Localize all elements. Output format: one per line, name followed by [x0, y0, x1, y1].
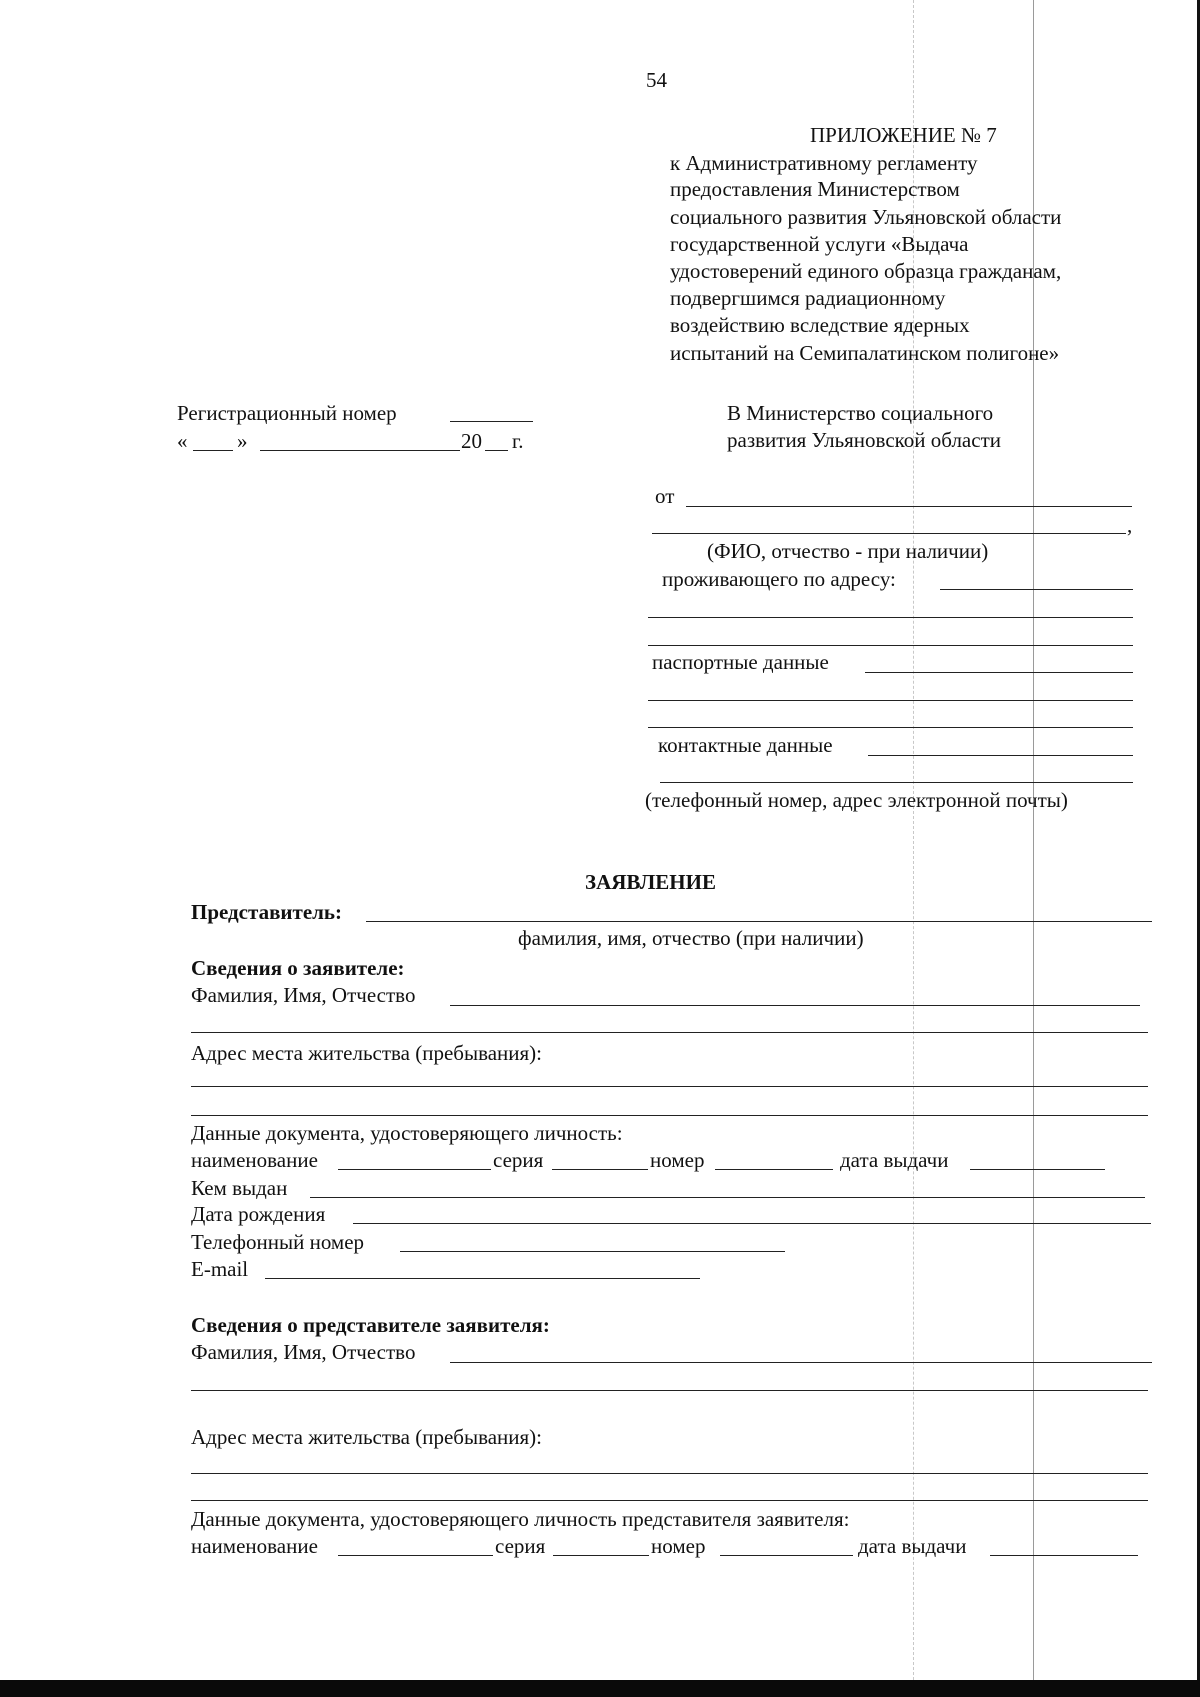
residence-label: Адрес места жительства (пребывания): — [191, 1041, 543, 1065]
contact-label: контактные данные — [658, 733, 833, 757]
appendix-line: подвергшимся радиационному — [670, 286, 946, 310]
fio-label: Фамилия, Имя, Отчество — [191, 983, 416, 1007]
date-open-quote: « — [177, 429, 188, 453]
email-field[interactable] — [265, 1278, 700, 1279]
rep-id-doc-label: Данные документа, удостоверяющего личность представителя заявителя: — [191, 1507, 850, 1531]
rep-residence-label: Адрес места жительства (пребывания): — [191, 1425, 543, 1449]
representative-label: Представитель: — [191, 900, 343, 924]
fio-field[interactable] — [450, 1005, 1140, 1006]
rep-series-field[interactable] — [553, 1555, 649, 1556]
contact-hint: (телефонный номер, адрес электронной почты) — [645, 788, 1068, 812]
passport-field[interactable] — [865, 672, 1133, 673]
from-field-2[interactable] — [652, 533, 1126, 534]
number-field[interactable] — [715, 1169, 833, 1170]
addressee-line: В Министерство социального — [727, 401, 994, 425]
number-label: номер — [650, 1148, 705, 1172]
rep-number-label: номер — [651, 1534, 706, 1558]
birth-date-field[interactable] — [353, 1223, 1151, 1224]
doc-name-field[interactable] — [338, 1169, 491, 1170]
addressee-line: развития Ульяновской области — [727, 428, 1001, 452]
page-number: 54 — [646, 68, 667, 92]
registration-month-field[interactable] — [260, 450, 460, 451]
registration-year-field[interactable] — [485, 450, 508, 451]
appendix-line: социального развития Ульяновской области — [670, 205, 1062, 229]
appendix-line: государственной услуги «Выдача — [670, 232, 969, 256]
address-field[interactable] — [940, 589, 1133, 590]
rep-residence-field[interactable] — [191, 1473, 1148, 1474]
rep-doc-name-label: наименование — [191, 1534, 318, 1558]
rep-fio-field-2[interactable] — [191, 1390, 1148, 1391]
address-label: проживающего по адресу: — [662, 567, 896, 591]
residence-field-2[interactable] — [191, 1115, 1148, 1116]
rep-residence-field-2[interactable] — [191, 1500, 1148, 1501]
appendix-line: испытаний на Семипалатинском полигоне» — [670, 341, 1060, 365]
from-label: от — [655, 484, 675, 508]
passport-field-3[interactable] — [648, 727, 1133, 728]
address-field-2[interactable] — [648, 617, 1133, 618]
email-label: E-mail — [191, 1257, 249, 1281]
registration-number-field[interactable] — [450, 421, 533, 422]
passport-label: паспортные данные — [652, 650, 829, 674]
contact-field[interactable] — [868, 755, 1133, 756]
residence-field[interactable] — [191, 1086, 1148, 1087]
year-suffix: г. — [512, 429, 524, 453]
issue-date-label: дата выдачи — [840, 1148, 949, 1172]
application-title: ЗАЯВЛЕНИЕ — [585, 870, 716, 894]
rep-section-heading: Сведения о представителе заявителя: — [191, 1313, 550, 1337]
from-field[interactable] — [686, 506, 1132, 507]
issue-date-field[interactable] — [970, 1169, 1105, 1170]
year-prefix: 20 — [461, 429, 482, 453]
rep-doc-name-field[interactable] — [338, 1555, 493, 1556]
series-label: серия — [493, 1148, 544, 1172]
doc-name-label: наименование — [191, 1148, 318, 1172]
address-field-3[interactable] — [648, 645, 1133, 646]
passport-field-2[interactable] — [648, 700, 1133, 701]
appendix-line: удостоверений единого образца гражданам, — [670, 259, 1062, 283]
rep-issue-date-field[interactable] — [990, 1555, 1138, 1556]
issued-by-field[interactable] — [310, 1197, 1145, 1198]
rep-fio-field[interactable] — [450, 1362, 1152, 1363]
appendix-line: воздействию вследствие ядерных — [670, 313, 970, 337]
registration-day-field[interactable] — [193, 450, 233, 451]
contact-field-2[interactable] — [660, 782, 1133, 783]
scan-bottom-border — [0, 1680, 1200, 1697]
date-close-quote: » — [237, 429, 248, 453]
registration-number-label: Регистрационный номер — [177, 401, 397, 425]
series-field[interactable] — [552, 1169, 648, 1170]
id-doc-label: Данные документа, удостоверяющего личность: — [191, 1121, 623, 1145]
phone-label: Телефонный номер — [191, 1230, 365, 1254]
fio-field-2[interactable] — [191, 1032, 1148, 1033]
appendix-line: предоставления Министерством — [670, 177, 960, 201]
appendix-line: к Административному регламенту — [670, 151, 978, 175]
rep-number-field[interactable] — [720, 1555, 853, 1556]
applicant-section-heading: Сведения о заявителе: — [191, 956, 405, 980]
rep-series-label: серия — [495, 1534, 546, 1558]
scan-artifact-line — [1033, 0, 1034, 1680]
comma: , — [1127, 513, 1133, 537]
fio-hint: (ФИО, отчество - при наличии) — [707, 539, 989, 563]
issued-by-label: Кем выдан — [191, 1176, 288, 1200]
phone-field[interactable] — [400, 1251, 785, 1252]
rep-issue-date-label: дата выдачи — [858, 1534, 967, 1558]
rep-fio-label: Фамилия, Имя, Отчество — [191, 1340, 416, 1364]
appendix-title: ПРИЛОЖЕНИЕ № 7 — [810, 123, 997, 147]
representative-field[interactable] — [366, 921, 1152, 922]
representative-hint: фамилия, имя, отчество (при наличии) — [518, 926, 864, 950]
birth-date-label: Дата рождения — [191, 1202, 326, 1226]
